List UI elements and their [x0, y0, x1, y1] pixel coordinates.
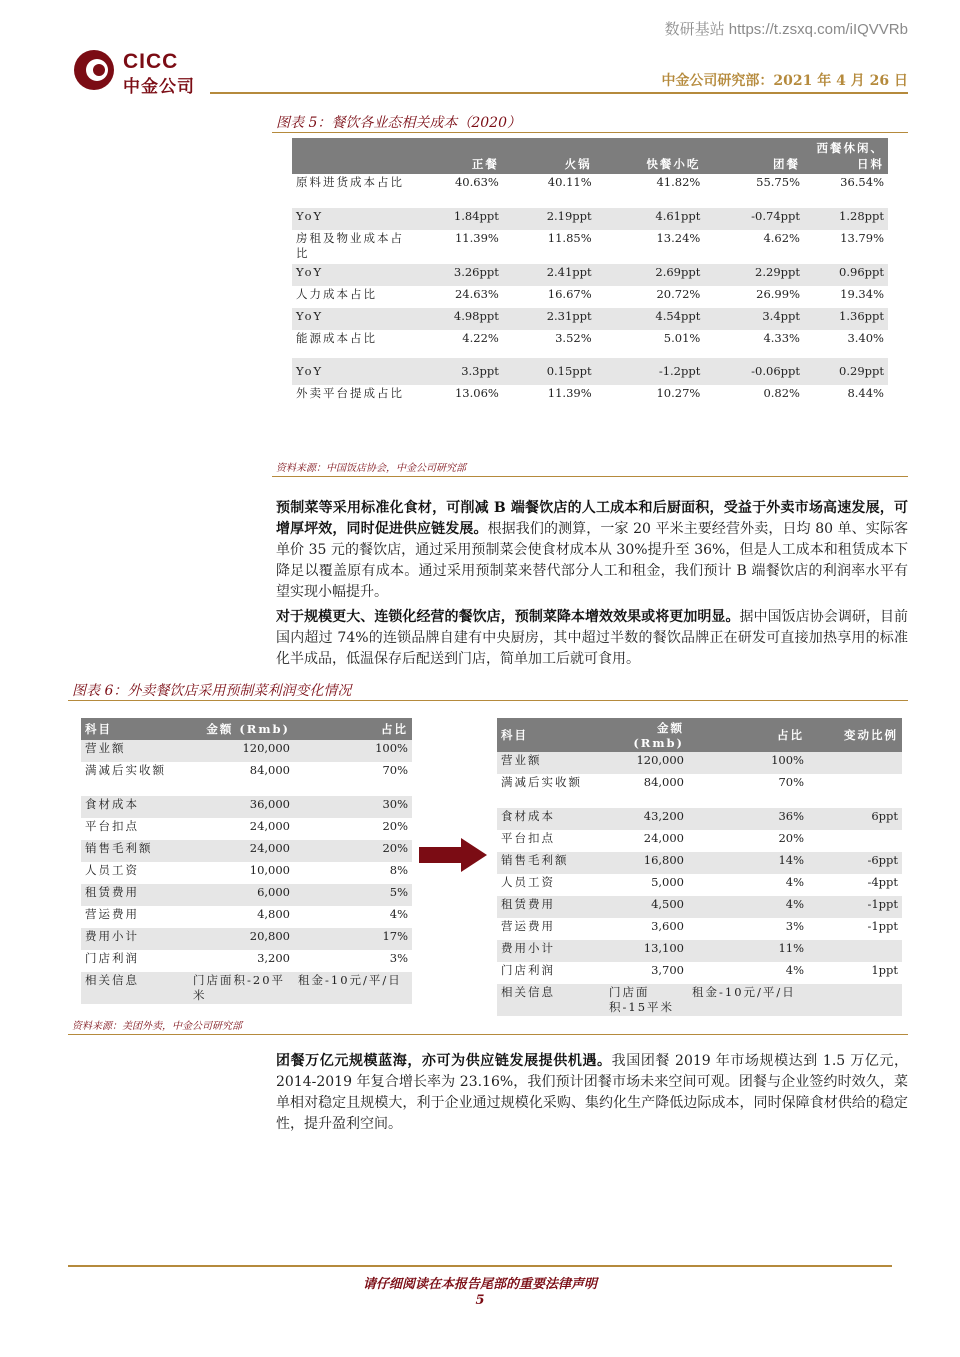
table-cell: 2.29ppt — [704, 264, 804, 286]
arrow-right-icon — [419, 838, 487, 872]
table-cell: 11.85% — [547, 231, 592, 245]
table-header-cell: 金额 (Rmb) — [189, 718, 294, 740]
table-cell: 4.61ppt — [596, 208, 705, 230]
row-label: 费用小计 — [81, 928, 189, 950]
table-cell: 3% — [389, 951, 408, 965]
table-cell: 8.44% — [847, 386, 884, 400]
paragraph-3-lead: 团餐万亿元规模蓝海，亦可为供应链发展提供机遇。 — [276, 1053, 612, 1069]
paragraph-1-lead: 预制菜等采用标准化食材，可削减 B 端餐饮店的人工成本和后厨面积，受益于外卖市场高速发展，可增厚坪效，同时促进供应链发展。 — [276, 500, 908, 537]
table-cell: -1.2ppt — [596, 358, 705, 385]
table-cell: 4% — [688, 896, 808, 918]
table-row — [292, 208, 888, 230]
table-row — [292, 308, 888, 330]
figure5-table — [292, 138, 888, 419]
figure5-source-divider — [272, 476, 908, 477]
table-cell — [808, 940, 902, 962]
footer-divider — [68, 1265, 892, 1267]
header-divider — [210, 92, 908, 94]
row-label: 满减后实收额 — [85, 763, 166, 777]
table-cell: 2.41ppt — [503, 264, 596, 286]
table-cell: 4,800 — [257, 907, 290, 921]
table-row — [497, 874, 902, 896]
table-header-cell: 金额 (Rmb) — [605, 718, 688, 752]
table-row — [81, 906, 412, 928]
table-cell: 1.28ppt — [804, 208, 888, 230]
table-cell: -4ppt — [867, 875, 898, 889]
table-cell: 6ppt — [808, 808, 902, 830]
table-header-cell: 西餐休闲、日料 — [804, 138, 888, 174]
row-label: 费用小计 — [497, 940, 605, 962]
table-row — [497, 940, 902, 962]
table-row — [497, 962, 902, 984]
table-row — [497, 830, 902, 852]
table-cell: 3.40% — [847, 331, 884, 345]
row-label: 相关信息 — [81, 972, 189, 1004]
table-cell: 4.98ppt — [410, 308, 503, 330]
row-label: 人力成本占比 — [296, 287, 377, 301]
table-cell: 13.06% — [454, 386, 499, 400]
table-cell: 36.54% — [840, 175, 884, 189]
table-cell: 0.15ppt — [503, 358, 596, 385]
table-cell: 11% — [688, 940, 808, 962]
row-label: 营运费用 — [85, 907, 139, 921]
table-cell: 40.11% — [547, 175, 592, 189]
table-cell: 17% — [294, 928, 412, 950]
paragraph-2 — [276, 607, 908, 670]
table-cell: 120,000 — [605, 752, 688, 774]
table-cell: 8% — [389, 863, 408, 877]
table-cell: 3,200 — [257, 951, 290, 965]
table-cell: 24,000 — [189, 840, 294, 862]
table-row — [292, 286, 888, 308]
row-label: 相关信息 — [497, 984, 605, 1016]
table-cell — [808, 984, 902, 1016]
table-cell: 55.75% — [756, 175, 800, 189]
table-cell: 20.72% — [656, 287, 701, 301]
table-cell: 20% — [778, 831, 804, 845]
row-label: 食材成本 — [81, 796, 189, 818]
figure6-before-table — [81, 718, 412, 1004]
figure6-divider — [68, 700, 908, 701]
table-cell: 84,000 — [249, 763, 290, 777]
table-row — [497, 808, 902, 830]
table-cell: 24,000 — [249, 819, 290, 833]
row-label: 销售毛利额 — [497, 852, 605, 874]
row-label: 外卖平台提成占比 — [296, 386, 404, 400]
table-cell: 5% — [294, 884, 412, 906]
table-cell: 40.63% — [454, 175, 499, 189]
table-header-row — [497, 718, 902, 752]
table-cell: 16,800 — [605, 852, 688, 874]
table-header-cell: 变动比例 — [808, 718, 902, 752]
table-cell: -1ppt — [867, 919, 898, 933]
figure5-source: 资料来源：中国饭店协会，中金公司研究部 — [276, 463, 466, 474]
row-label: YoY — [292, 208, 410, 230]
table-row — [81, 740, 412, 762]
table-cell: 41.82% — [656, 175, 701, 189]
table-cell: 4.54ppt — [596, 308, 705, 330]
table-row — [497, 852, 902, 874]
table-cell: 26.99% — [756, 287, 800, 301]
row-label: 销售毛利额 — [81, 840, 189, 862]
table-cell: 30% — [294, 796, 412, 818]
table-header-cell: 快餐小吃 — [596, 138, 705, 174]
table-cell: 3.3ppt — [410, 358, 503, 385]
table-header-cell: 占比 — [294, 718, 412, 740]
table-cell: 1ppt — [871, 963, 898, 977]
table-cell: 3.26ppt — [410, 264, 503, 286]
table-cell: 2.31ppt — [503, 308, 596, 330]
table-cell: 100% — [688, 752, 808, 774]
table-row — [81, 950, 412, 972]
row-label: YoY — [292, 308, 410, 330]
table-cell: 43,200 — [605, 808, 688, 830]
table-row — [497, 984, 902, 1016]
report-dept-date: 中金公司研究部：2021 年 4 月 26 日 — [661, 73, 908, 89]
table-row — [81, 972, 412, 1004]
table-cell: 3,700 — [651, 963, 684, 977]
row-label: 营运费用 — [501, 919, 555, 933]
brand-name-cn: 中金公司 — [123, 77, 195, 97]
row-label: 满减后实收额 — [501, 775, 582, 789]
table-cell: 20% — [382, 819, 408, 833]
figure6-after-table — [497, 718, 902, 1016]
table-cell — [808, 774, 902, 808]
row-label: 门店利润 — [85, 951, 139, 965]
paragraph-2-body: 据中国饭店协会调研，目前国内超过 74%的连锁品牌自建有中央厨房，其中超过半数的餐饮品牌正在研发可直接加热享用的标准化半成品，低温保存后配送到门店，简单加工后就可食用。 — [276, 609, 908, 667]
paragraph-1-body: 根据我们的测算，一家 20 平米主要经营外卖，日均 80 单、实际客单价 35 元的餐饮店，通过采用预制菜会使食材成本从 30%提升至 36%，但是人工成本和租赁成本下降足以覆盖原有成本。通过采用预制菜来替代部分人工和租金，我们预计 B 端餐饮店的利润率水平有望实现小幅提升。 — [276, 521, 908, 600]
table-cell: 4% — [785, 875, 804, 889]
table-row — [292, 385, 888, 419]
table-cell: 84,000 — [643, 775, 684, 789]
figure6-title: 图表 6：外卖餐饮店采用预制菜利润变化情况 — [72, 683, 352, 699]
row-label: 人员工资 — [501, 875, 555, 889]
table-cell: 14% — [688, 852, 808, 874]
table-cell: 0.82% — [763, 386, 800, 400]
table-row — [81, 928, 412, 950]
table-cell: 0.29ppt — [804, 358, 888, 385]
table-cell: 3% — [785, 919, 804, 933]
table-row — [81, 796, 412, 818]
table-header-cell: 团餐 — [704, 138, 804, 174]
row-label: YoY — [292, 358, 410, 385]
table-cell: 11.39% — [547, 386, 592, 400]
table-cell: 租金-10元/平/日 — [688, 984, 808, 1016]
table-row — [497, 752, 902, 774]
table-cell: 10,000 — [249, 863, 290, 877]
table-header-cell — [292, 138, 410, 174]
table-row — [292, 358, 888, 385]
table-cell: 门店面积-15平米 — [605, 984, 688, 1016]
table-cell: 3.52% — [555, 331, 592, 345]
table-cell: 36,000 — [189, 796, 294, 818]
table-header-cell: 正餐 — [410, 138, 503, 174]
figure6-source-divider — [68, 1034, 908, 1035]
table-row — [292, 330, 888, 352]
table-cell: -0.74ppt — [704, 208, 804, 230]
cicc-logo-icon — [72, 48, 116, 92]
table-cell: 13.79% — [840, 231, 884, 245]
table-cell: 4% — [389, 907, 408, 921]
table-row — [292, 174, 888, 208]
paragraph-2-lead: 对于规模更大、连锁化经营的餐饮店，预制菜降本增效效果或将更加明显。 — [276, 609, 740, 625]
table-row — [497, 774, 902, 808]
row-label: 食材成本 — [497, 808, 605, 830]
table-cell: 70% — [382, 763, 408, 777]
table-cell: -0.06ppt — [704, 358, 804, 385]
row-label: 租赁费用 — [497, 896, 605, 918]
row-label: 营业额 — [497, 752, 605, 774]
table-row — [81, 818, 412, 840]
table-cell: 4.33% — [763, 331, 800, 345]
table-cell: 20% — [294, 840, 412, 862]
table-row — [81, 862, 412, 884]
table-cell: 3.4ppt — [704, 308, 804, 330]
table-row — [497, 896, 902, 918]
table-cell: 70% — [778, 775, 804, 789]
table-cell: 2.69ppt — [596, 264, 705, 286]
footer-legal-note: 请仔细阅读在本报告尾部的重要法律声明 — [362, 1277, 597, 1292]
table-header-cell: 科目 — [81, 718, 189, 740]
watermark-url: 数研基站 https://t.zsxq.com/iIQVVRb — [664, 21, 908, 38]
table-cell: 4.22% — [462, 331, 499, 345]
table-row — [81, 762, 412, 796]
figure5-divider — [272, 132, 908, 133]
table-cell: 6,000 — [189, 884, 294, 906]
row-label: 平台扣点 — [85, 819, 139, 833]
paragraph-3-body: 我国团餐 2019 年市场规模达到 1.5 万亿元，2014-2019 年复合增长率为 23.16%，我们预计团餐市场未来空间可观。团餐与企业签约时效久，菜单相对稳定且规模大，利于企业通过规模化采购、集约化生产降低边际成本，同时保障食材供给的稳定性，提升盈利空间。 — [276, 1053, 909, 1132]
brand-name-en: CICC — [123, 50, 179, 73]
table-cell: 11.39% — [454, 231, 499, 245]
table-header-cell: 科目 — [497, 718, 605, 752]
page-number: 5 — [475, 1293, 485, 1308]
table-cell: 0.96ppt — [804, 264, 888, 286]
table-cell: 5.01% — [663, 331, 701, 345]
row-label: 人员工资 — [85, 863, 139, 877]
table-cell: 租金-10元/平/日 — [294, 972, 412, 1004]
table-cell: -6ppt — [808, 852, 902, 874]
table-cell: 36% — [688, 808, 808, 830]
figure6-source: 资料来源：美团外卖，中金公司研究部 — [72, 1021, 242, 1032]
table-cell: 24,000 — [643, 831, 684, 845]
figure5-title: 图表 5：餐饮各业态相关成本（2020） — [276, 115, 521, 131]
table-cell: 13,100 — [605, 940, 688, 962]
table-header-row — [81, 718, 412, 740]
table-row — [292, 264, 888, 286]
table-cell: 1.84ppt — [410, 208, 503, 230]
table-row — [81, 840, 412, 862]
table-cell: 5,000 — [651, 875, 684, 889]
table-row — [497, 918, 902, 940]
table-cell: 1.36ppt — [804, 308, 888, 330]
paragraph-1 — [276, 498, 908, 603]
row-label: 能源成本占比 — [296, 331, 377, 345]
table-cell: 120,000 — [189, 740, 294, 762]
table-cell: 门店面积-20平米 — [189, 972, 294, 1004]
row-label: 房租及物业成本占比 — [296, 231, 404, 260]
table-cell — [808, 830, 902, 852]
table-cell: 24.63% — [454, 287, 499, 301]
paragraph-3 — [276, 1051, 908, 1135]
table-row — [81, 884, 412, 906]
table-row — [292, 230, 888, 264]
table-cell: 2.19ppt — [503, 208, 596, 230]
table-cell: 20,800 — [189, 928, 294, 950]
row-label: 平台扣点 — [501, 831, 555, 845]
table-cell: 100% — [294, 740, 412, 762]
table-cell: 4% — [785, 963, 804, 977]
table-cell: 13.24% — [656, 231, 701, 245]
table-header-row — [292, 138, 888, 174]
row-label: 租赁费用 — [81, 884, 189, 906]
table-header-cell: 占比 — [688, 718, 808, 752]
row-label: YoY — [292, 264, 410, 286]
table-cell: 3,600 — [651, 919, 684, 933]
table-cell — [808, 752, 902, 774]
table-cell: 4.62% — [763, 231, 800, 245]
table-cell: 4,500 — [605, 896, 688, 918]
table-cell: 10.27% — [656, 386, 701, 400]
table-cell: 16.67% — [547, 287, 592, 301]
table-cell: 19.34% — [840, 287, 884, 301]
row-label: 门店利润 — [501, 963, 555, 977]
table-cell: -1ppt — [808, 896, 902, 918]
row-label: 营业额 — [81, 740, 189, 762]
table-header-cell: 火锅 — [503, 138, 596, 174]
row-label: 原料进货成本占比 — [296, 175, 404, 189]
